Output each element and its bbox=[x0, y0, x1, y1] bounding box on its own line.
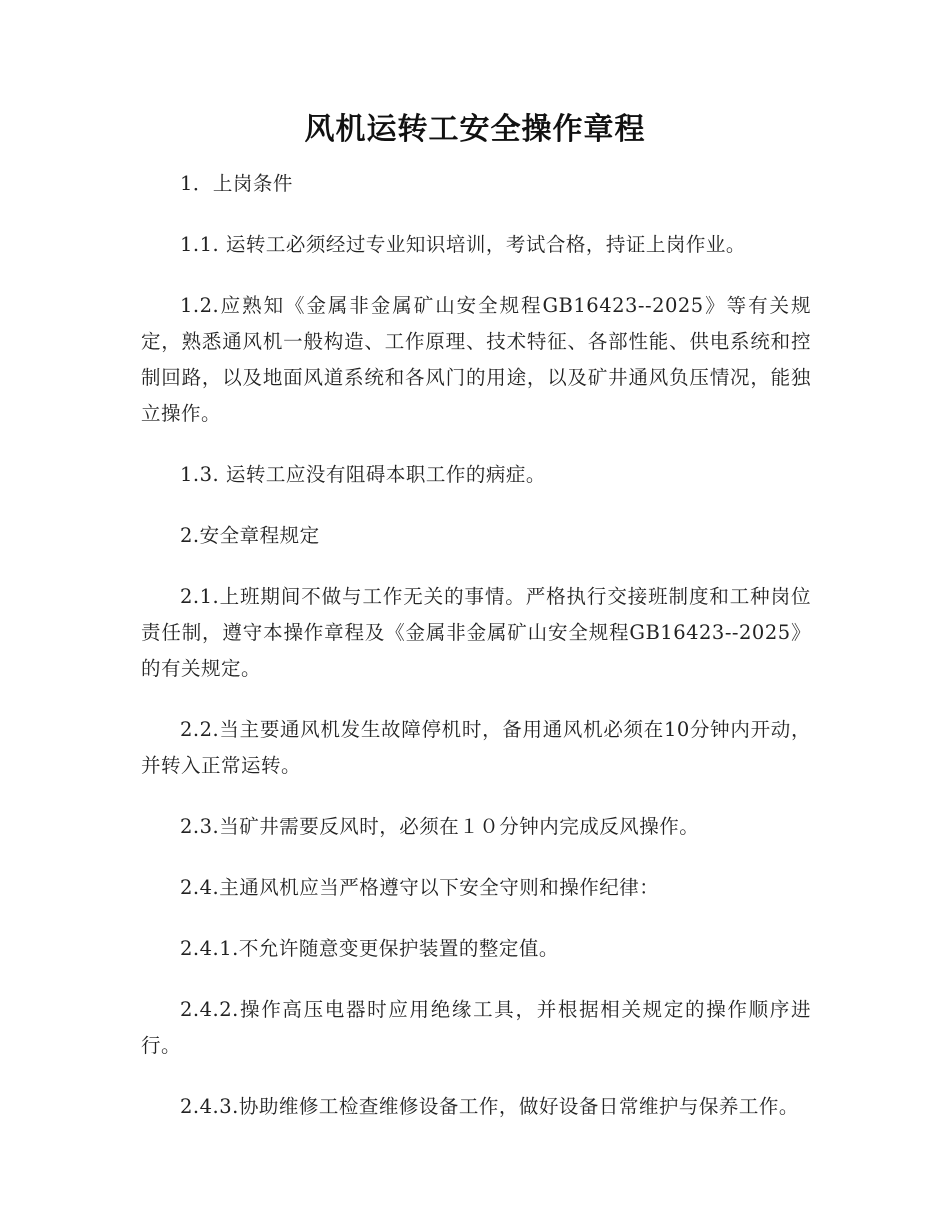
paragraph-2-1: 2.1.上班期间不做与工作无关的事情。严格执行交接班制度和工种岗位责任制，遵守本操作章程及《金属非金属矿山安全规程GB16423--2025》的有关规定。 bbox=[141, 585, 811, 680]
paragraph-1: 1．上岗条件 bbox=[180, 172, 293, 195]
paragraph-1-3: 1.3. 运转工应没有阻碍本职工作的病症。 bbox=[180, 463, 546, 486]
paragraph-1-2: 1.2.应熟知《金属非金属矿山安全规程GB16423--2025》等有关规定，熟悉通风机一般构造、工作原理、技术特征、各部性能、供电系统和控制回路，以及地面风道系统和各风门的用途，以及矿井通风负压情况，能独立操作。 bbox=[141, 294, 811, 425]
paragraph-2-4: 2.4.主通风机应当严格遵守以下安全守则和操作纪律： bbox=[180, 876, 660, 899]
document-title: 风机运转工安全操作章程 bbox=[304, 112, 646, 147]
paragraph-2-3: 2.3.当矿井需要反风时，必须在１０分钟内完成反风操作。 bbox=[180, 815, 700, 838]
paragraph-2-4-2: 2.4.2.操作高压电器时应用绝缘工具，并根据相关规定的操作顺序进行。 bbox=[141, 998, 811, 1057]
paragraph-1-1: 1.1. 运转工必须经过专业知识培训，考试合格，持证上岗作业。 bbox=[180, 233, 746, 256]
paragraph-2-2: 2.2.当主要通风机发生故障停机时，备用通风机必须在10分钟内开动，并转入正常运转。 bbox=[141, 718, 811, 777]
paragraph-2-4-1: 2.4.1.不允许随意变更保护装置的整定值。 bbox=[180, 937, 559, 960]
paragraph-2-4-3: 2.4.3.协助维修工检查维修设备工作，做好设备日常维护与保养工作。 bbox=[180, 1095, 799, 1118]
paragraph-2: 2.安全章程规定 bbox=[180, 524, 320, 547]
document-body bbox=[141, 166, 811, 1150]
